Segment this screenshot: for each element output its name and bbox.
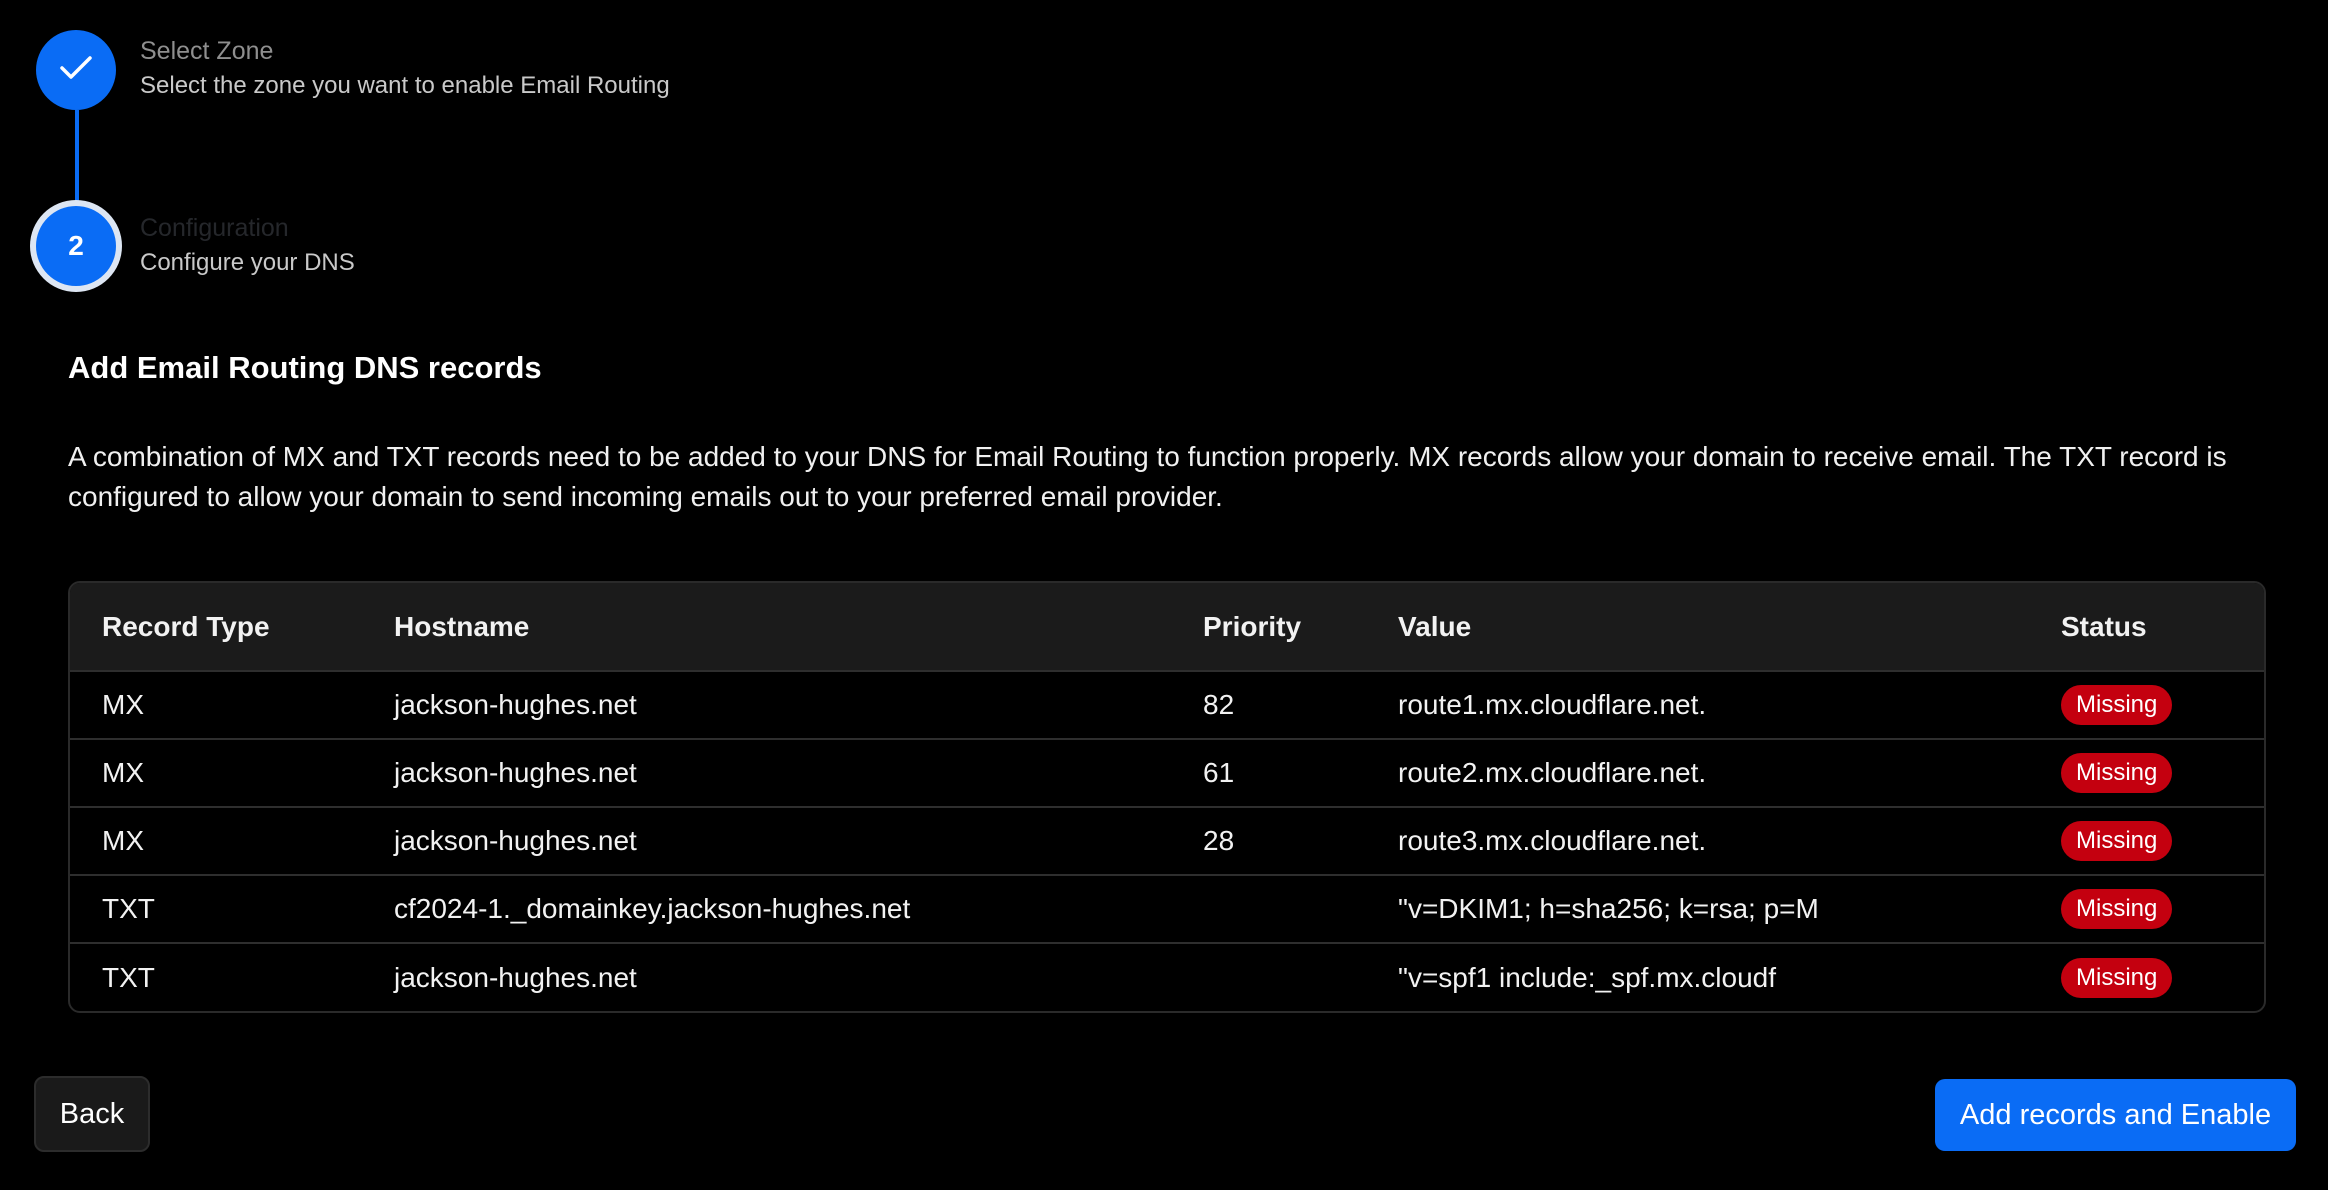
value-cell: "v=spf1 include:_spf.mx.cloudf [1398, 961, 1777, 993]
hostname-cell: jackson-hughes.net [394, 961, 637, 993]
table-row [70, 943, 2264, 1011]
section-description: A combination of MX and TXT records need to be added to your DNS for Email Routing to function properly. MX records allow your domain to receive email. The TXT record is configured to allow your domain to send incoming emails out to your preferred email provider. [68, 441, 2227, 512]
table-row [70, 671, 2264, 739]
priority-cell: 82 [1203, 689, 1235, 720]
step-2-indicator [36, 206, 116, 286]
priority-cell: 61 [1203, 757, 1235, 788]
value-cell: route3.mx.cloudflare.net. [1398, 825, 1707, 856]
add-records-and-enable-button[interactable]: Add records and Enable [1935, 1079, 2296, 1151]
column-header-value: Value [1398, 610, 1472, 642]
table-row [70, 875, 2264, 943]
record-type-cell: MX [102, 689, 144, 720]
status-badge: Missing [2061, 753, 2172, 793]
status-cell [2029, 671, 2264, 739]
column-header-hostname: Hostname [394, 610, 530, 642]
check-icon [59, 55, 93, 86]
column-header-status: Status [2061, 610, 2147, 642]
hostname-cell: jackson-hughes.net [394, 757, 637, 788]
dns-records-table [68, 581, 2266, 1013]
step-1-title: Select Zone [140, 37, 274, 65]
section-title: Add Email Routing DNS records [68, 350, 542, 385]
priority-cell: 28 [1203, 825, 1235, 856]
status-badge: Missing [2061, 958, 2172, 998]
step-2-title: Configuration [140, 214, 289, 242]
step-1-indicator [36, 30, 116, 110]
status-badge: Missing [2061, 821, 2172, 861]
stepper-connector [75, 110, 79, 206]
status-badge: Missing [2061, 889, 2172, 929]
step-1-subtitle: Select the zone you want to enable Email Routing [140, 72, 670, 99]
table-row [70, 807, 2264, 875]
status-cell [2029, 943, 2264, 1011]
hostname-cell: jackson-hughes.net [394, 689, 637, 720]
record-type-cell: MX [102, 757, 144, 788]
record-type-cell: MX [102, 825, 144, 856]
value-cell: route1.mx.cloudflare.net. [1398, 689, 1707, 720]
column-header-record-type: Record Type [102, 610, 270, 642]
back-button[interactable]: Back [34, 1076, 150, 1152]
value-cell: route2.mx.cloudflare.net. [1398, 757, 1707, 788]
hostname-cell: cf2024-1._domainkey.jackson-hughes.net [394, 893, 911, 924]
status-badge: Missing [2061, 685, 2172, 725]
hostname-cell: jackson-hughes.net [394, 825, 637, 856]
table-row [70, 739, 2264, 807]
status-cell [2029, 807, 2264, 875]
table-header-row [70, 583, 2264, 671]
status-cell [2029, 739, 2264, 807]
priority-cell [1171, 943, 1366, 1011]
record-type-cell: TXT [102, 961, 155, 993]
step-2-number: 2 [68, 230, 84, 261]
record-type-cell: TXT [102, 893, 155, 924]
value-cell: "v=DKIM1; h=sha256; k=rsa; p=M [1398, 893, 1819, 924]
column-header-priority: Priority [1203, 610, 1302, 642]
step-2-subtitle: Configure your DNS [140, 249, 355, 276]
priority-cell [1171, 875, 1366, 943]
status-cell [2029, 875, 2264, 943]
